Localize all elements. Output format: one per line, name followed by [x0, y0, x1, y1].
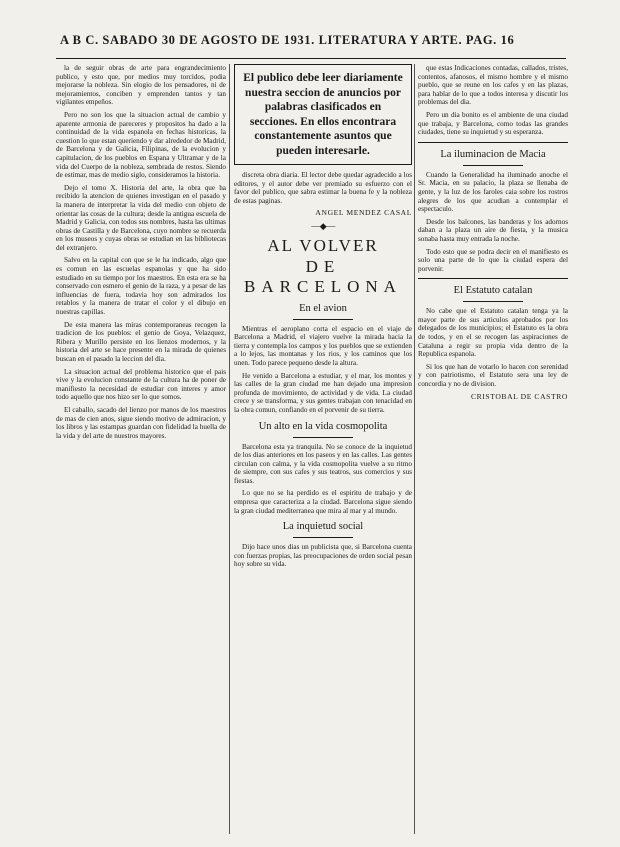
left-paragraph: Dejo el tomo X. Historia del arte, la obra que ha recibido la atencion de quienes investigan en el pasado y la manera de interpretar la vida del medio con objeto de orientar las cosas de la cultura; desde la antigua escuela de Madrid y Galicia, con todos sus nombres, hasta las ultimas obras de Castilla y de Barcelona, cuyo nombre se recuerda en los museos y cuyas obras se estudian en las bibliotecas del extranjero.: [56, 183, 226, 252]
left-paragraph: El caballo, sacado del lienzo por manos de los maestros de mas de cien anos, sigue siendo motivo de admiracion, y los libros y las estampas guardan con fidelidad la huella de la vida y del arte de nuestros mayores.: [56, 405, 226, 440]
article-paragraph: Desde los balcones, las banderas y los adornos daban a la plaza un aire de fiesta, y la musica sonaba hasta muy entrada la noche.: [418, 217, 568, 243]
subheading-rule: [463, 165, 523, 166]
article-title-line2: DE BARCELONA: [244, 256, 402, 296]
classified-notice-box: El publico debe leer diariamente nuestra seccion de anuncios por palabras clasificados en secciones. En ellos encontrara constantemente asuntos que pueden interesarle.: [234, 64, 412, 165]
left-paragraph: Pero no son los que la situacion actual de cambio y aparente armonia de pareceres y propositos ha dado a la continuidad de la vida espanola en fechas historicas, la cuestion lo que estan queriendo y dar alrededor de Madrid, de Barcelona y de Galicia, Filipinas, de la evolucion y capitulacion, de los pueblos en Espana y Ultramar y de la vida del Cuerpo de la nobleza, sembrada de restos. Siendo de estimar, mas de medio siglo, consideramos la historia.: [56, 110, 226, 180]
article-paragraph: He venido a Barcelona a estudiar, y el mar, los montes y las calles de la gran ciudad me han dejado una impresion profunda de movimiento, de actividad y de vida. La ciudad crece y se transforma, y sus gentes trabajan con tenacidad en la obra comun, confiando en el porvenir de su tierra.: [234, 371, 412, 414]
article-paragraph: Barcelona esta ya tranquila. No se conoce de la inquietud de los dias anteriores en los paseos y en las calles. Las gentes circulan con calma, y la vida cosmopolita vuelve a su ritmo de siempre, con sus cafes y sus teatros, sus comercios y sus fiestas.: [234, 442, 412, 485]
mid-intro-paragraph: discreta obra diaria. El lector debe quedar agradecido a los editores, y el autor debe ver premiado su esfuerzo con el favor del publico, que sabra estimar la buena fe y la nobleza de estas paginas.: [234, 171, 412, 205]
subheading: El Estatuto catalan: [453, 285, 533, 297]
subheading-rule: [293, 319, 353, 320]
article-paragraph: No cabe que el Estatuto catalan tenga ya la mayor parte de sus articulos aprobados por los delegados de los municipios; el Estatuto es la obra de todos, y en el se recogen las aspiraciones de Cataluna a regir su propia vida dentro de la Republica espanola.: [418, 307, 568, 359]
article-paragraph: Si los que han de votarlo lo hacen con serenidad y con patriotismo, el Estatuto sera una ley de concordia y no de division.: [418, 362, 568, 389]
article-paragraph: Dijo hace unos dias un publicista que, si Barcelona cuenta con fuerzas propias, las preocupaciones de orden social pesan hoy sobre su vida.: [234, 543, 412, 569]
left-paragraph: La situacion actual del problema historico que el pais vive y la evolucion constante de la cultura ha de poner de manifiesto la necesidad de estudiar con interes y amor todo aquello que nos hizo ser lo que somos.: [56, 367, 226, 402]
article-paragraph: Lo que no se ha perdido es el espiritu de trabajo y de empresa que caracteriza a la ciudad. Barcelona sigue siendo la gran ciudad mediterranea que mira al mar y al mundo.: [234, 489, 412, 515]
article-paragraph: Cuando la Generalidad ha iluminado anoche el Sr. Macia, en su palacio, la plaza se llenaba de gente, y la luz de los faroles caia sobre los rostros alegres de los que acudian a contemplar el espectaculo.: [418, 170, 568, 214]
article-paragraph: Todo esto que se podra decir en el manifiesto es solo una parte de lo que la ciudad espera del porvenir.: [418, 247, 568, 273]
ornament: —◆—: [311, 220, 335, 231]
subheading: La inquietud social: [282, 521, 364, 533]
article-paragraph: Mientras el aeroplano corta el espacio en el viaje de Barcelona a Madrid, el viajero vuelve la mirada hacia la tierra y contempla los campos y los pueblos que se extienden a lo lejos, las montanas y los rios, y los caminos que los unen. Todo parece pequeno desde la altura.: [234, 324, 412, 367]
right-paragraph: que estas Indicaciones contadas, callados, tristes, contentos, afanosos, el mismo hombre y el mismo pueblo, que se reune en los cafes y en las plazas, para hablar de lo que a todos interesa y discutir los problemas del dia.: [418, 64, 568, 107]
subheading-rule: [293, 537, 353, 538]
subheading: Un alto en la vida cosmopolita: [258, 420, 388, 432]
signature: ANGEL MENDEZ CASAL: [315, 208, 412, 218]
middle-column: [234, 64, 412, 834]
subheading: En el avion: [299, 302, 347, 314]
right-column: [418, 64, 568, 834]
header-rule: [56, 58, 566, 59]
page-header: A B C. SABADO 30 DE AGOSTO DE 1931. LITERATURA Y ARTE. PAG. 16: [60, 33, 515, 47]
right-paragraph: Pero un dia bonito es el ambiente de una ciudad que trabaja, y Barcelona, como todas las grandes ciudades, tiene su inquietud y su esperanza.: [418, 110, 568, 137]
column-divider: [414, 64, 415, 834]
section-rule: [418, 278, 568, 279]
article-title-line1: AL VOLVER: [267, 235, 379, 255]
section-rule: [418, 142, 568, 143]
left-paragraph: la de seguir obras de arte para engrandecimiento publico, y esto que, por medios muy torcidos, podia mejorarse la nobleza. Sin elogio de los pensadores, ni de mejoramientos, conciben y emprenden tantos y tan vigilantes empeños.: [56, 64, 226, 107]
column-divider: [229, 64, 230, 834]
subheading: La iluminacion de Macia: [440, 148, 546, 160]
left-column: [56, 64, 226, 834]
left-paragraph: De esta manera las miras contemporaneas recogen la tradicion de los pueblos: el genio de Goya, Velazquez, Ribera y Murillo persiste en los lienzos modernos, y la historia del arte se hace presente en la mirada de quienes buscan en el pasado la leccion del dia.: [56, 320, 226, 363]
signature: CRISTOBAL DE CASTRO: [470, 391, 568, 401]
left-paragraph: Salvo en la capital con que se le ha indicado, algo que es comun en las escuelas espanolas y que ha sido estudiado en su tiempo por los maestros. En esta era se ha conservado con esmero el genio de la raza, y a pesar de las influencias de fuera, todavia hoy son admirados los retablos y la manera de tratar el color y el dibujo en nuestras capillas.: [56, 256, 226, 317]
subheading-rule: [293, 437, 353, 438]
subheading-rule: [463, 301, 523, 302]
